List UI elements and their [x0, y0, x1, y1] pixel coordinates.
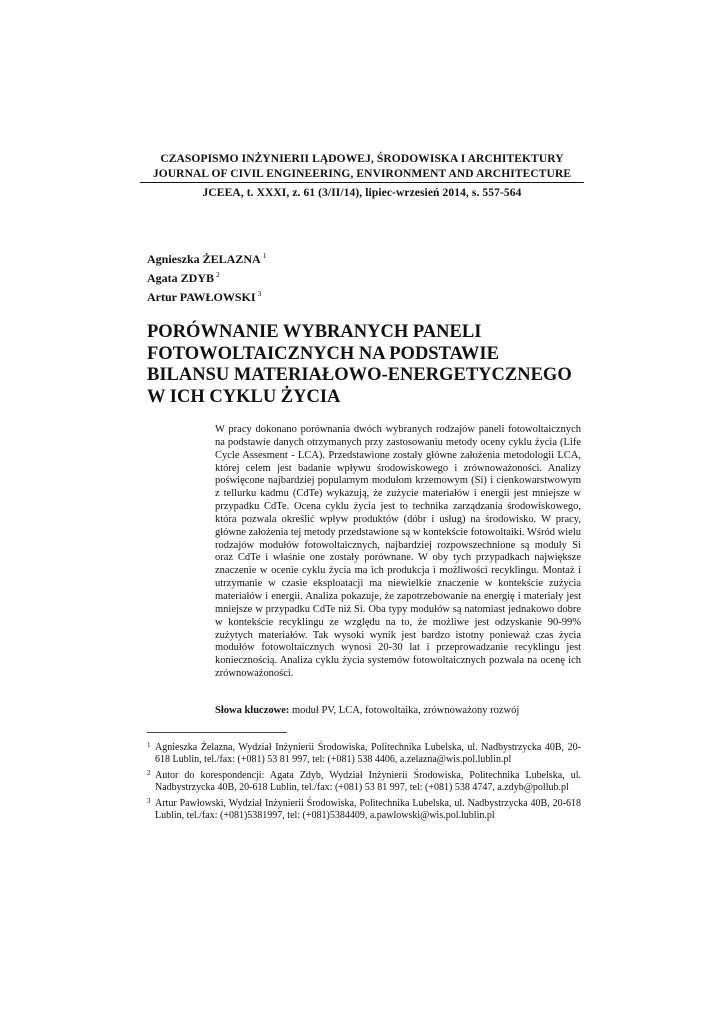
title-line-4: W ICH CYKLU ŻYCIA: [147, 386, 341, 407]
author-3: Artur PAWŁOWSKI $^3$: [147, 289, 262, 304]
paper-title: [147, 322, 607, 408]
footnotes: [147, 742, 581, 825]
journal-name-english: JOURNAL OF CIVIL ENGINEERING, ENVIRONMENT AND ARCHITECTURE: [140, 167, 584, 184]
journal-name-polish: CZASOPISMO INŻYNIERII LĄDOWEJ, ŚRODOWISKA I ARCHITEKTURY: [160, 153, 564, 165]
keywords: [215, 704, 581, 717]
journal-header: [140, 152, 584, 201]
title-line-1: PORÓWNANIE WYBRANYCH PANELI: [147, 322, 482, 342]
author-1: Agnieszka ŻELAZNA $^1$: [147, 251, 267, 266]
footnote-divider: [147, 732, 287, 733]
author-3-footnote-mark: 3: [257, 289, 262, 298]
journal-issue-info: JCEEA, t. XXXI, z. 61 (3/II/14), lipiec-wrzesień 2014, s. 557-564: [202, 187, 522, 199]
footnote-1: 1 Agnieszka Żelazna, Wydział Inżynierii Środowiska, Politechnika Lubelska, ul. Nadbystrzycka 40B, 20-618 Lublin, tel./fax: (+081) 53 81 997, tel: (+081) 538 4406, a.zelazna@wis.pol.lublin.pl: [147, 741, 581, 766]
title-line-3: BILANSU MATERIAŁOWO-ENERGETYCZNEGO: [147, 365, 572, 385]
author-2: Agata ZDYB $^2$: [147, 270, 220, 285]
author-2-footnote-mark: 2: [216, 270, 220, 279]
author-list: [147, 248, 266, 305]
keywords-text: moduł PV, LCA, fotowoltaika, zrównoważony rozwój: [289, 705, 520, 716]
author-1-footnote-mark: 1: [262, 251, 267, 260]
abstract: W pracy dokonano porównania dwóch wybranych rodzajów paneli fotowoltaicznych na podstawie danych otrzymanych przy zastosowaniu metody oceny cyklu życia (Life Cycle Assesment - LCA). Przedstawione zostały główne założenia metodologii LCA, której celem jest badanie wpływu środowiskowego i zrównoważoności. Analizy poświęcone najbardziej popularnym modułom krzemowym (Si) i cienkowarstwowym z tellurku kadmu (CdTe) wykazują, że zużycie materiałów i energii jest mniejsze w przypadku CdTe. Ocena cyklu życia jest to technika zarządzania środowiskowego, która pozwala określić wpływ produktów (dóbr i usług) na środowisko. W pracy, główne założenia tej metody przedstawione są w kontekście fotowoltaiki. Wśród wielu rodzajów modułów fotowoltaicznych, najbardziej rozpowszechnione są moduły Si oraz CdTe i właśnie one zostały porównane. W oby tych przypadkach największe znaczenie w ocenie cyklu życia ma ich produkcja i możliwości recyklingu. Montaż i utrzymanie w czasie eksploatacji ma niewielkie znaczenie w kontekście zużycia materiałów i energii. Analiza pokazuje, że zapotrzebowanie na energię i materiały jest mniejsze w przypadku CdTe niż Si. Oba typy modułów są natomiast jednakowo dobre w kontekście recyklingu ze względu na to, że możliwe jest odzyskanie 90-99% zużytych materiałów. Tak wysoki wynik jest bardzo istotny ponieważ czas życia modułów fotowoltaicznych wynosi 20-30 lat i przeprowadzanie recyklingu jest koniecznością. Analiza cyklu życia systemów fotowoltaicznych pozwala na ocenę ich zrównoważoności.: [215, 424, 581, 680]
keywords-label: Słowa kluczowe:: [215, 705, 290, 716]
footnote-3: 3 Artur Pawłowski, Wydział Inżynierii Środowiska, Politechnika Lubelska, ul. Nadbystrzycka 40B, 20-618 Lublin, tel./fax: (+081)5381997, tel: (+081)5384409, a.pawlowski@wis.pol.lublin.pl: [147, 796, 581, 822]
title-line-2: FOTOWOLTAICZNYCH NA PODSTAWIE: [147, 343, 499, 364]
footnote-2: 2 Autor do korespondencji: Agata Zdyb, Wydział Inżynierii Środowiska, Politechnika Lubelska, ul. Nadbystrzycka 40B, 20-618 Lublin, tel./fax: (+081) 53 81 997, tel: (+081) 538 4747, a.zdyb@pollub.pl: [147, 768, 581, 794]
